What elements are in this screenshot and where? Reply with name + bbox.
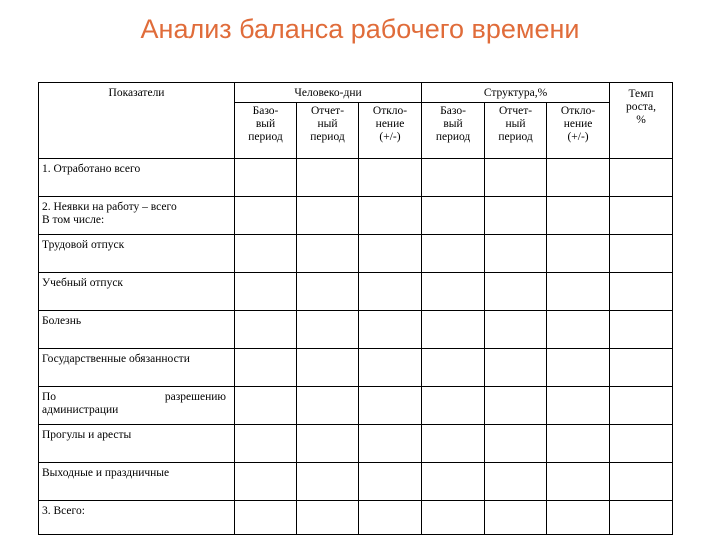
header-mandays: Человеко-дни [235, 83, 422, 103]
table-cell [485, 387, 547, 425]
table-cell [359, 349, 422, 387]
table-row [39, 349, 673, 387]
subheader-structure-deviation: Откло- нение (+/-) [547, 103, 610, 159]
header-growth-rate: Темп роста, % [610, 83, 673, 159]
table-cell [359, 311, 422, 349]
subheader-structure-base: Базо- вый период [422, 103, 485, 159]
table-cell [297, 197, 359, 235]
table-cell [235, 235, 297, 273]
table-row [39, 273, 673, 311]
page-title: Анализ баланса рабочего времени [140, 14, 580, 44]
table-cell [297, 387, 359, 425]
table-cell [235, 425, 297, 463]
table-cell [610, 387, 673, 425]
table-cell [359, 197, 422, 235]
table-row [39, 501, 673, 535]
header-indicators: Показатели [39, 83, 235, 159]
table-cell [610, 501, 673, 535]
table-cell [359, 235, 422, 273]
table-cell [297, 273, 359, 311]
table-cell [235, 501, 297, 535]
row-label: 2. Неявки на работу – всего В том числе: [39, 197, 235, 235]
table-cell [422, 159, 485, 197]
row-label: 1. Отработано всего [39, 159, 235, 197]
table-row [39, 235, 673, 273]
table-cell [610, 425, 673, 463]
row-label-line2: администрации [42, 404, 119, 416]
table-cell [359, 425, 422, 463]
table-cell [485, 349, 547, 387]
table-cell [547, 425, 610, 463]
table-cell [297, 349, 359, 387]
table-row [39, 387, 673, 425]
table-row [39, 463, 673, 501]
table-cell [485, 425, 547, 463]
subheader-mandays-base: Базо- вый период [235, 103, 297, 159]
table-cell [235, 349, 297, 387]
table-row [39, 311, 673, 349]
table-cell [547, 273, 610, 311]
row-label: Учебный отпуск [39, 273, 235, 311]
table-cell [547, 387, 610, 425]
table-cell [485, 463, 547, 501]
row-label-line1: По разрешению [42, 391, 226, 403]
row-label: Выходные и праздничные [39, 463, 235, 501]
table-cell [610, 273, 673, 311]
table-cell [547, 501, 610, 535]
work-time-balance-table [38, 82, 673, 535]
table-cell [485, 273, 547, 311]
table-cell [422, 463, 485, 501]
table-cell [610, 463, 673, 501]
row-label: Болезнь [39, 311, 235, 349]
table-cell [297, 235, 359, 273]
table-cell [297, 425, 359, 463]
table-row [39, 197, 673, 235]
header-structure: Структура,% [422, 83, 610, 103]
table-cell [610, 311, 673, 349]
table-cell [547, 311, 610, 349]
table-cell [422, 387, 485, 425]
table-cell [485, 311, 547, 349]
table-cell [422, 311, 485, 349]
table-row [39, 159, 673, 197]
table-cell [485, 501, 547, 535]
row-label: Государственные обязанности [39, 349, 235, 387]
table-cell [547, 159, 610, 197]
table-cell [610, 197, 673, 235]
table-cell [422, 425, 485, 463]
row-label: 3. Всего: [39, 501, 235, 535]
row-label: Прогулы и аресты [39, 425, 235, 463]
table-row [39, 425, 673, 463]
table-cell [297, 311, 359, 349]
table-cell [422, 349, 485, 387]
table-cell [359, 273, 422, 311]
table-cell [485, 197, 547, 235]
table-cell [422, 235, 485, 273]
row-label: Трудовой отпуск [39, 235, 235, 273]
table-cell [422, 501, 485, 535]
table-cell [547, 349, 610, 387]
table-cell [610, 159, 673, 197]
table-cell [297, 159, 359, 197]
table-cell [235, 197, 297, 235]
table-cell [547, 197, 610, 235]
table-cell [485, 159, 547, 197]
table-cell [359, 501, 422, 535]
row-label [39, 387, 235, 425]
table-cell [235, 311, 297, 349]
table-cell [485, 235, 547, 273]
table-cell [359, 159, 422, 197]
table-cell [235, 463, 297, 501]
table-cell [235, 387, 297, 425]
table-cell [610, 349, 673, 387]
subheader-mandays-deviation: Откло- нение (+/-) [359, 103, 422, 159]
table-cell [547, 463, 610, 501]
table-cell [297, 463, 359, 501]
subheader-mandays-report: Отчет- ный период [297, 103, 359, 159]
table-cell [359, 463, 422, 501]
table-cell [422, 273, 485, 311]
table-cell [235, 159, 297, 197]
table-cell [297, 501, 359, 535]
table-cell [610, 235, 673, 273]
table-cell [547, 235, 610, 273]
subheader-structure-report: Отчет- ный период [485, 103, 547, 159]
table-cell [359, 387, 422, 425]
table-cell [422, 197, 485, 235]
table-cell [235, 273, 297, 311]
